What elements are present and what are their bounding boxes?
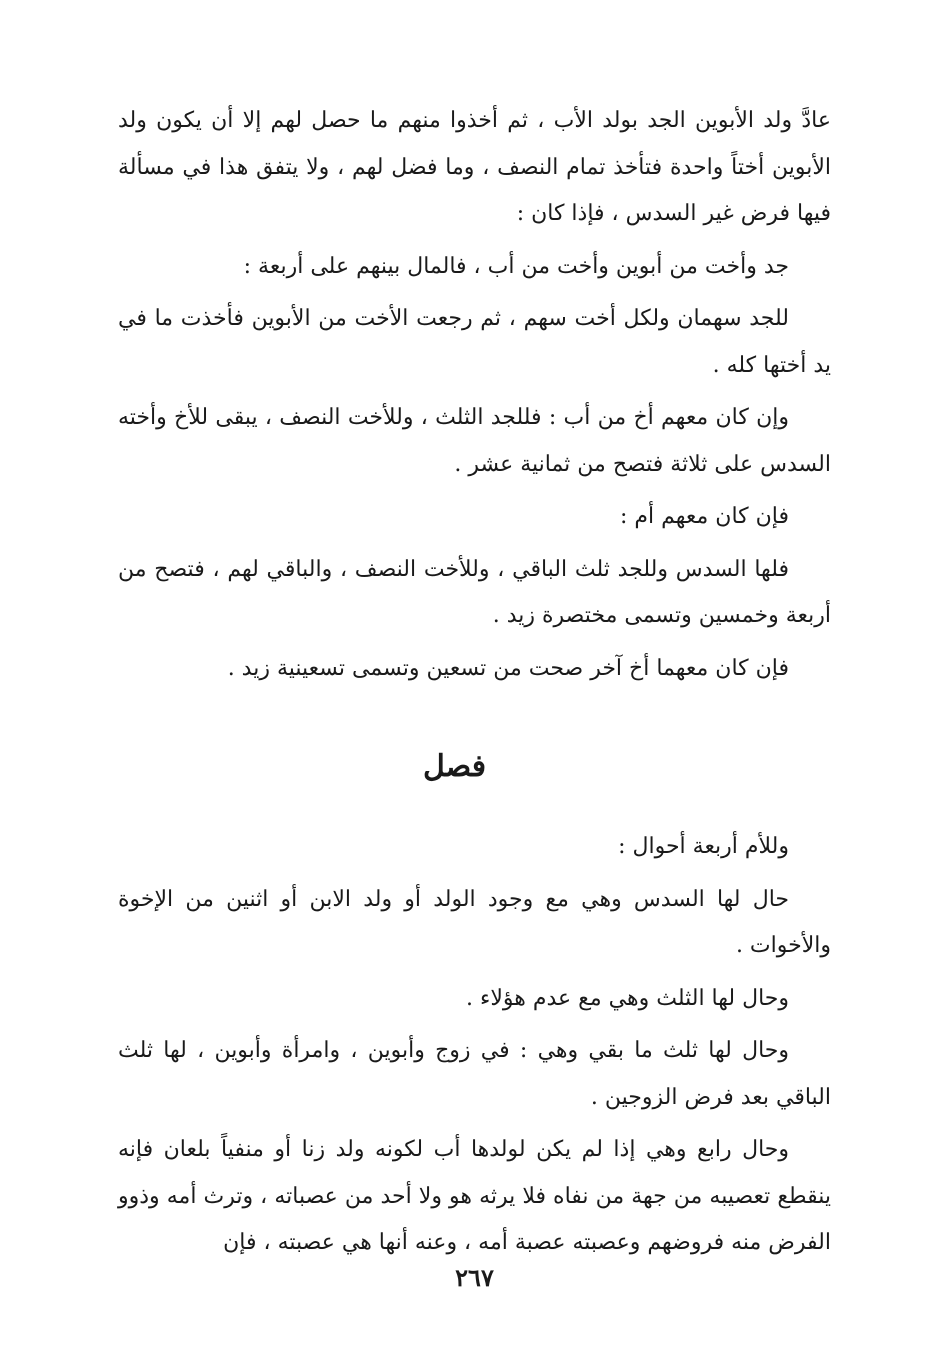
section-heading: فصل bbox=[422, 749, 487, 784]
paragraph: جد وأخت من أبوين وأخت من أب ، فالمال بينهم على أربعة : bbox=[243, 253, 789, 279]
paragraph: فلها السدس وللجد ثلث الباقي ، وللأخت النصف ، والباقي لهم ، فتصح من أربعة وخمسين وتسمى مختصرة زيد . bbox=[118, 556, 831, 628]
paragraph: حال لها السدس وهي مع وجود الولد أو ولد الابن أو اثنين من الإخوة والأخوات . bbox=[118, 886, 831, 958]
paragraph: وإن كان معهم أخ من أب : فللجد الثلث ، وللأخت النصف ، يبقى للأخ وأخته السدس على ثلاثة فتصح من ثمانية عشر . bbox=[118, 405, 831, 477]
paragraph: وحال لها الثلث وهي مع عدم هؤلاء . bbox=[466, 985, 789, 1011]
paragraph: وللأم أربعة أحوال : bbox=[618, 834, 789, 859]
paragraph: فإن كان معهما أخ آخر صحت من تسعين وتسمى تسعينية زيد . bbox=[227, 655, 789, 681]
paragraph: عادَّ ولد الأبوين الجد بولد الأب ، ثم أخذوا منهم ما حصل لهم إلا أن يكون ولد الأبوين أختاً واحدة فتأخذ تمام النصف ، وما فضل لهم ، ولا يتفق هذا في مسألة فيها فرض غير السدس ، فإذا كان : bbox=[118, 108, 831, 226]
page-content bbox=[118, 98, 831, 1273]
paragraph: وحال رابع وهي إذا لم يكن لولدها أب لكونه ولد زنا أو منفياً بلعان فإنه ينقطع تعصيبه من جهة من نفاه فلا يرثه هو ولا أحد من عصباته ، وترث أمه وذوو الفرض منه فروضهم وعصبته عصبة أمه ، وعنه أنها هي عصبته ، فإن bbox=[118, 1137, 831, 1255]
paragraph: للجد سهمان ولكل أخت سهم ، ثم رجعت الأخت من الأبوين فأخذت ما في يد أختها كله . bbox=[118, 306, 831, 378]
paragraph: وحال لها ثلث ما بقي وهي : في زوج وأبوين ، وامرأة وأبوين ، لها ثلث الباقي بعد فرض الزوجين . bbox=[118, 1038, 831, 1110]
page-number: ٢٦٧ bbox=[455, 1263, 494, 1292]
paragraph: فإن كان معهم أم : bbox=[619, 504, 789, 529]
